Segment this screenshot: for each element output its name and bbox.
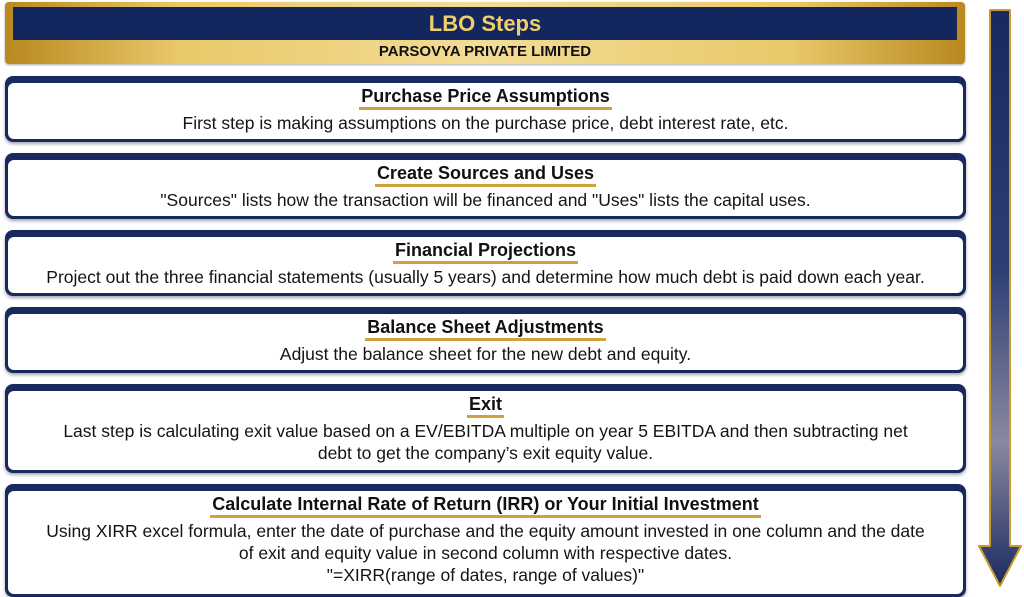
step-card-sources-uses — [5, 153, 966, 219]
step-card-balance-sheet — [5, 307, 966, 373]
step-title: Calculate Internal Rate of Return (IRR) or Your Initial Investment — [210, 494, 760, 518]
step-description — [16, 343, 955, 365]
step-title: Exit — [467, 394, 504, 418]
step-description-line: debt to get the company’s exit equity value. — [317, 443, 654, 463]
step-description-line: First step is making assumptions on the purchase price, debt interest rate, etc. — [182, 113, 789, 133]
step-description — [16, 112, 955, 134]
step-card-body — [8, 491, 963, 594]
page-title: LBO Steps — [13, 7, 957, 40]
step-description — [16, 520, 955, 586]
header-banner — [5, 2, 965, 64]
step-description-line: Project out the three financial statements (usually 5 years) and determine how much debt is paid down each year. — [46, 267, 925, 287]
step-description-line: "=XIRR(range of dates, range of values)" — [326, 565, 645, 585]
step-card-exit — [5, 384, 966, 473]
step-card-financial-projections — [5, 230, 966, 296]
step-title: Balance Sheet Adjustments — [365, 317, 605, 341]
step-description-line: Adjust the balance sheet for the new debt and equity. — [279, 344, 692, 364]
step-description-line: Using XIRR excel formula, enter the date of purchase and the equity amount invested in one column and the date — [46, 521, 925, 541]
step-title: Financial Projections — [393, 240, 578, 264]
step-card-body — [8, 160, 963, 216]
step-card-purchase-price — [5, 76, 966, 142]
step-card-body — [8, 314, 963, 370]
step-title: Purchase Price Assumptions — [359, 86, 611, 110]
step-card-body — [8, 83, 963, 139]
step-description-line: Last step is calculating exit value based on a EV/EBITDA multiple on year 5 EBITDA and then subtracting net — [63, 421, 908, 441]
down-arrow-icon — [978, 8, 1022, 588]
step-description — [10, 266, 961, 288]
company-name: PARSOVYA PRIVATE LIMITED — [378, 43, 592, 60]
step-description — [16, 189, 955, 211]
step-description — [16, 420, 955, 464]
step-card-body — [8, 237, 963, 293]
step-card-irr — [5, 484, 966, 597]
step-card-body — [8, 391, 963, 470]
step-description-line: "Sources" lists how the transaction will be financed and "Uses" lists the capital uses. — [160, 190, 811, 210]
step-title: Create Sources and Uses — [375, 163, 596, 187]
step-description-line: of exit and equity value in second column with respective dates. — [238, 543, 733, 563]
